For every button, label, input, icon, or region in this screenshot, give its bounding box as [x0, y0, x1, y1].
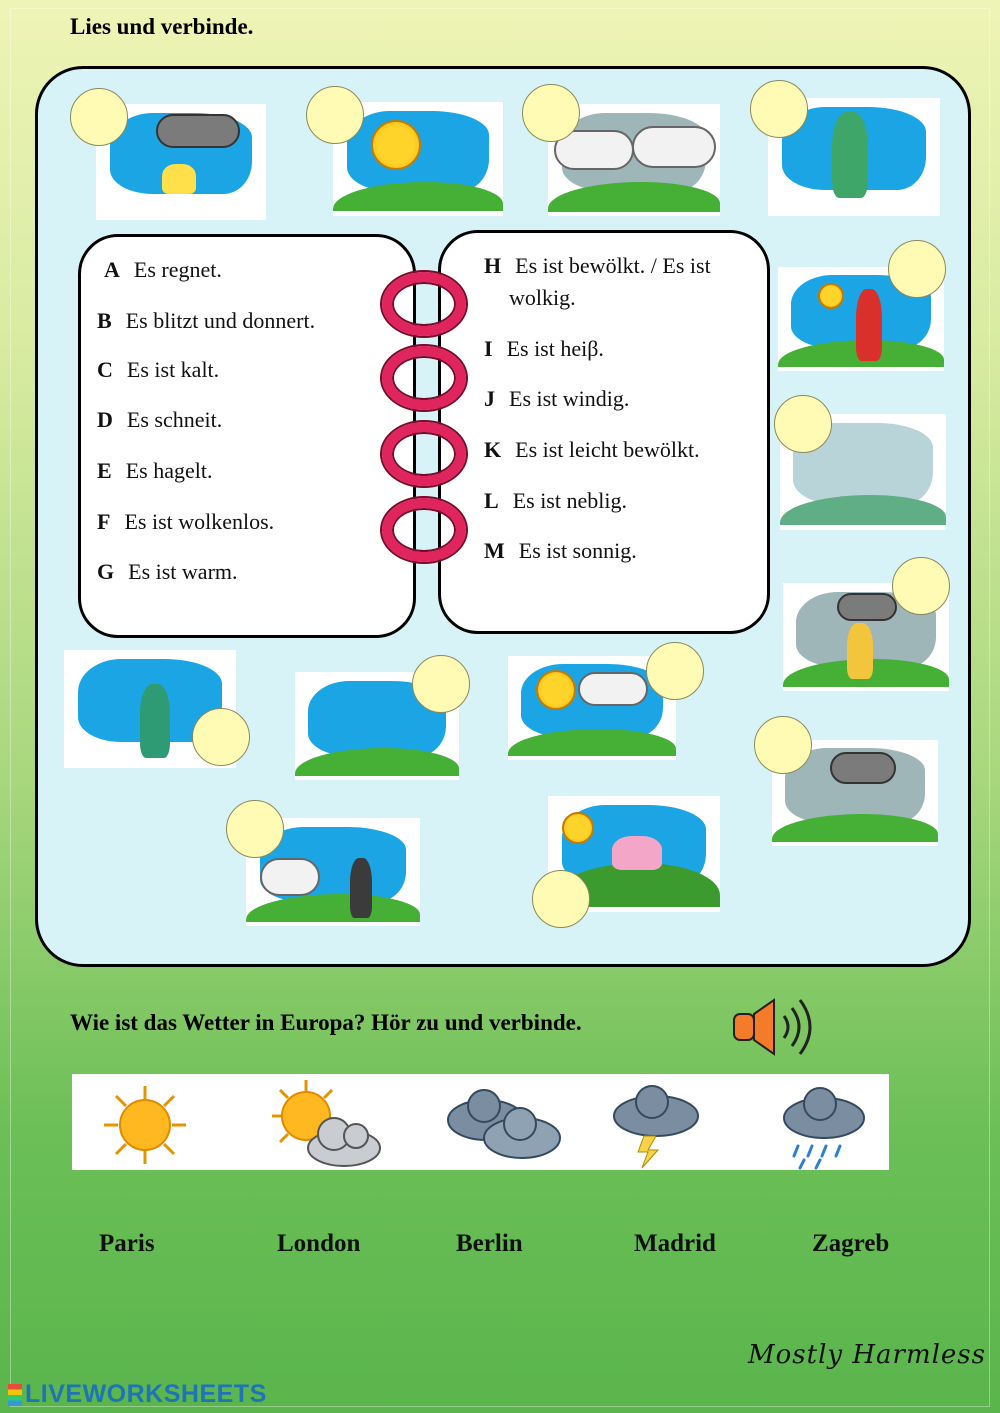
statement-letter: K	[484, 437, 502, 462]
sun-cloud-icon	[268, 1078, 384, 1170]
answer-circle-11[interactable]	[646, 642, 704, 700]
statement-letter: J	[484, 386, 495, 411]
statement-b	[97, 308, 315, 334]
statement-f	[97, 509, 274, 535]
answer-circle-13[interactable]	[532, 870, 590, 928]
answer-circle-10[interactable]	[412, 655, 470, 713]
binder-ring-4	[382, 498, 466, 562]
statement-text: Es ist bewölkt. / Es ist	[515, 253, 711, 278]
logo-text: LIVEWORKSHEETS	[25, 1380, 267, 1408]
answer-circle-3[interactable]	[522, 84, 580, 142]
statement-h-cont: wolkig.	[509, 285, 576, 310]
city-zagreb: Zagreb	[812, 1230, 890, 1257]
statement-d	[97, 407, 222, 433]
statement-letter: M	[484, 538, 505, 563]
city-paris: Paris	[99, 1230, 155, 1257]
statement-text: Es ist heiβ.	[506, 336, 604, 361]
thunderstorm-icon	[608, 1080, 704, 1170]
city-berlin: Berlin	[456, 1230, 523, 1257]
statement-m	[484, 538, 637, 564]
statement-g	[97, 559, 238, 585]
statement-letter: C	[97, 357, 113, 382]
statement-h	[484, 253, 711, 279]
answer-circle-8[interactable]	[754, 716, 812, 774]
statement-k	[484, 437, 700, 463]
statement-e	[97, 458, 212, 484]
statement-i	[484, 336, 604, 362]
statement-text: Es ist wolkenlos.	[124, 509, 275, 534]
right-card	[438, 230, 770, 634]
answer-circle-6[interactable]	[774, 395, 832, 453]
statement-letter: D	[97, 407, 113, 432]
city-madrid: Madrid	[634, 1230, 716, 1257]
statement-text: Es ist neblig.	[512, 488, 627, 513]
liveworksheets-logo[interactable]	[8, 1380, 267, 1409]
binder-ring-1	[382, 272, 466, 336]
statement-letter: B	[97, 308, 112, 333]
statement-letter: H	[484, 253, 502, 278]
answer-circle-5[interactable]	[888, 240, 946, 298]
statement-letter: A	[104, 257, 120, 282]
answer-circle-7[interactable]	[892, 557, 950, 615]
statement-text: Es blitzt und donnert.	[125, 308, 316, 333]
answer-circle-12[interactable]	[226, 800, 284, 858]
statement-text: Es ist sonnig.	[518, 538, 637, 563]
statement-letter: G	[97, 559, 115, 584]
answer-circle-2[interactable]	[306, 86, 364, 144]
statement-letter: L	[484, 488, 499, 513]
statement-letter: F	[97, 509, 111, 534]
logo-mark-icon	[8, 1384, 22, 1406]
binder-ring-2	[382, 346, 466, 410]
author-signature: Mostly Harmless	[748, 1340, 986, 1370]
binder-ring-3	[382, 422, 466, 486]
statement-text: Es hagelt.	[125, 458, 213, 483]
statement-text: Es ist windig.	[509, 386, 630, 411]
speaker-icon[interactable]	[728, 996, 824, 1060]
statement-text: Es ist warm.	[128, 559, 238, 584]
city-london: London	[277, 1230, 361, 1257]
clouds-icon	[444, 1084, 564, 1164]
statement-text: Es ist leicht bewölkt.	[515, 437, 700, 462]
statement-letter: I	[484, 336, 493, 361]
statement-text: Es regnet.	[133, 257, 222, 282]
answer-circle-1[interactable]	[70, 88, 128, 146]
statement-letter: E	[97, 458, 112, 483]
statement-l	[484, 488, 627, 514]
statement-c	[97, 357, 219, 383]
weather-icon-strip	[72, 1074, 889, 1170]
answer-circle-9[interactable]	[192, 708, 250, 766]
statement-a	[104, 257, 222, 283]
task1-title: Lies und verbinde.	[70, 14, 254, 39]
rain-icon	[776, 1084, 872, 1170]
answer-circle-4[interactable]	[750, 80, 808, 138]
sun-icon	[100, 1084, 190, 1166]
statement-text: Es schneit.	[126, 407, 223, 432]
statement-text: Es ist kalt.	[126, 357, 220, 382]
task2-title: Wie ist das Wetter in Europa? Hör zu und verbinde.	[70, 1010, 582, 1035]
statement-j	[484, 386, 629, 412]
